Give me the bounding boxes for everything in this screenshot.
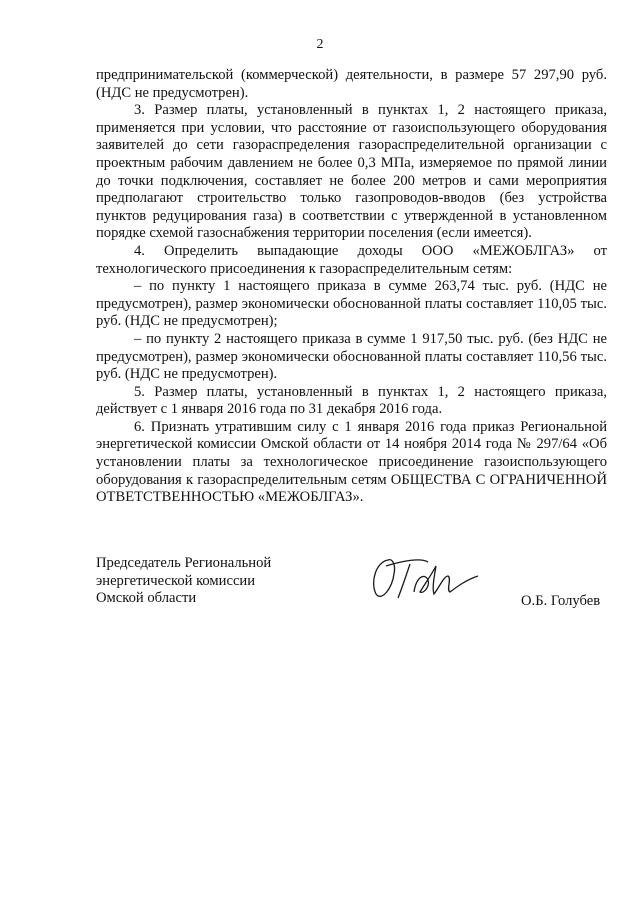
signatory-title-line: Омской области (96, 590, 197, 607)
signatory-name: О.Б. Голубев (521, 593, 601, 609)
paragraph-4-item-1: – по пункту 1 настоящего приказа в сумме 263,74 тыс. руб. (НДС не предусмотрен), размер экономически обоснованной платы составляет 110,05 тыс. руб. (НДС не предусмотрен); (96, 278, 607, 330)
signatory-title-line: энергетической комиссии (96, 572, 256, 589)
signatory-title-line: Председатель Региональной (96, 555, 272, 571)
page-number: 2 (316, 37, 324, 52)
paragraph-4: 4. Определить выпадающие доходы ООО «МЕЖОБЛГАЗ» от технологического присоединения к газораспределительным сетям: (96, 242, 607, 277)
paragraph-continuation: предпринимательской (коммерческой) деятельности, в размере 57 297,90 руб. (НДС не предусмотрен). (96, 67, 607, 101)
paragraph-5: 5. Размер платы, установленный в пунктах 1, 2 настоящего приказа, действует с 1 января 2016 года по 31 декабря 2016 года. (96, 383, 607, 418)
document-body (96, 67, 607, 507)
handwritten-signature (366, 552, 486, 602)
paragraph-4-item-2: – по пункту 2 настоящего приказа в сумме 1 917,50 тыс. руб. (без НДС не предусмотрен), размер экономически обоснованной платы составляет 110,56 тыс. руб. (НДС не предусмотрен). (96, 330, 607, 383)
paragraph-3: 3. Размер платы, установленный в пунктах 1, 2 настоящего приказа, применяется при условии, что расстояние от газоиспользующего оборудования заявителей до сети газораспределения газораспределительной организации с проектным рабочим давлением не более 0,3 МПа, измеряемое по прямой линии до точки подключения, составляет не более 200 метров и сами мероприятия предполагают строительство только газопроводов-вводов (без устройства пунктов редуцирования газа) в соответствии с утвержденной в установленном порядке схемой газоснабжения территории поселения (если имеется). (96, 102, 607, 242)
paragraph-6: 6. Признать утратившим силу с 1 января 2016 года приказ Региональной энергетической комиссии Омской области от 14 ноября 2014 года № 297/64 «Об установлении платы за технологическое присоединение газоиспользующего оборудования к газораспределительным сетям ОБЩЕСТВА С ОГРАНИЧЕННОЙ ОТВЕТСТВЕННОСТЬЮ «МЕЖОБЛГАЗ». (96, 418, 607, 506)
signatory-title (96, 555, 271, 608)
